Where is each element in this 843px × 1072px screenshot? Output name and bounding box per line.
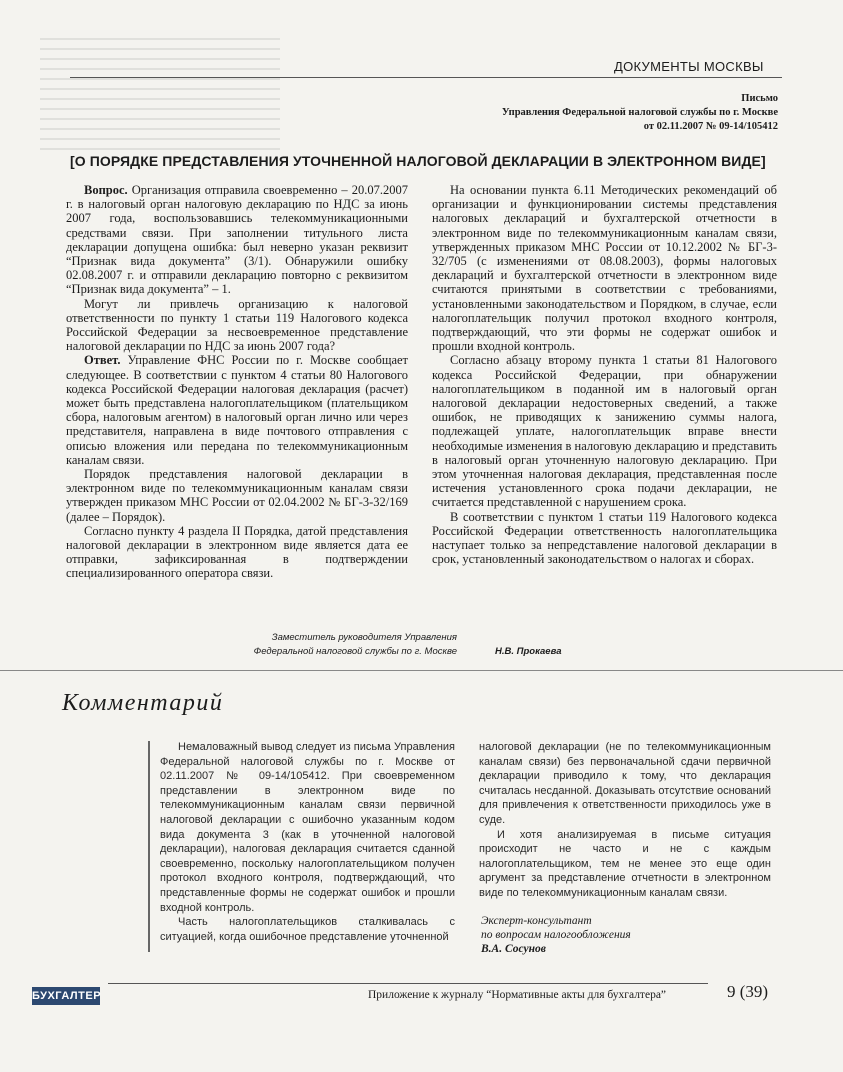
letter-type: Письмо xyxy=(741,93,778,104)
question-paragraph: Вопрос. Организация отправила своевременно – 20.07.2007 г. в налоговый орган налоговую декларацию по НДС за июнь 2007 года, воспользовавшись телекоммуникационными средствами связи. При заполнении титульного листа декларации допущена ошибка: был неверно указан реквизит “Признак вида документа” (3/1). Обнаружили ошибку 02.08.2007 г. и отправили декларацию повторно с реквизитом “Признак вида документа” – 1. xyxy=(66,183,408,297)
magazine-logo: БУХГАЛТЕР xyxy=(32,987,100,1005)
letter-head xyxy=(502,92,778,134)
expert-field: по вопросам налогообложения xyxy=(481,929,631,941)
paragraph: И хотя анализируемая в письме ситуация происходит не часто и не с каждым налогоплательщиком, тем не менее это еще один аргумент за представление отчетности в электронном виде по телекоммуникационным каналам связи. xyxy=(479,828,771,899)
paragraph: Могут ли привлечь организацию к налоговой ответственности по пункту 1 статьи 119 Налогового кодекса Российской Федерации за несвоевременное представление налоговой декларации по НДС за июнь 2007 года? xyxy=(66,296,408,354)
expert-signature xyxy=(481,914,631,956)
expert-name: В.А. Сосунов xyxy=(481,943,546,955)
document-title: [О ПОРЯДКЕ ПРЕДСТАВЛЕНИЯ УТОЧНЕННОЙ НАЛОГОВОЙ ДЕКЛАРАЦИИ В ЭЛЕКТРОННОМ ВИДЕ] xyxy=(70,153,766,169)
paragraph: На основании пункта 6.11 Методических рекомендаций об организации и функционировании системы представления налоговых деклараций и бухгалтерской отчетности в электронном виде по телекоммуникационным каналам связи, утвержденных приказом МНС России от 10.12.2002 № БГ-3-32/705 (с изменениями от 08.08.2003), формы налоговых деклараций и бухгалтерской отчетности в электронном виде считаются принятыми в соответствии с требованиями, установленными законодательством и Порядком, в случае, если налогоплательщик получил протокол входного контроля, подтверждающий, что эти формы не содержат ошибок и прошли входной контроль. xyxy=(432,183,777,354)
answer-label: Ответ. xyxy=(84,353,121,368)
letter-date-number: от 02.11.2007 № 09-14/105412 xyxy=(643,121,778,132)
paragraph: В соответствии с пунктом 1 статьи 119 Налогового кодекса Российской Федерации ответственность налогоплательщика наступает только за непредставление налоговой декларации в срок, установленный законодательством о налогах и сборах. xyxy=(432,509,777,567)
commentary-right-column xyxy=(479,740,771,901)
footer-rule xyxy=(108,983,708,984)
commentary-heading: Комментарий xyxy=(62,690,224,716)
commentary-bar xyxy=(148,741,150,952)
paragraph: Согласно пункту 4 раздела II Порядка, датой представления налоговой декларации в электронном виде является дата ее отправки, зафиксированная в подтверждении специализированного оператора связи. xyxy=(66,523,408,581)
answer-paragraph: Ответ. Управление ФНС России по г. Москве сообщает следующее. В соответствии с пунктом 4 статьи 80 Налогового кодекса Российской Федерации налоговая декларация (расчет) может быть представлена налогоплательщиком (плательщиком сбора, налоговым агентом) в налоговый орган лично или через представителя, направлена в виде почтового отправления с описью вложения или передана по телекоммуникационным каналам связи. xyxy=(66,353,408,467)
paragraph: Согласно абзацу второму пункта 1 статьи 81 Налогового кодекса Российской Федерации, при обнаружении налогоплательщиком в поданной им в налоговый орган налоговой декларации недостоверных сведений, а также ошибок, не приводящих к занижению суммы налога, подлежащей уплате, налогоплательщик вправе внести необходимые изменения в налоговую декларацию и представить в налоговый орган уточненную налоговую декларацию. При этом уточненная налоговая декларация, представленная после истечения установленного срока подачи декларации, не считается представленной с нарушением срока. xyxy=(432,353,777,510)
question-label: Вопрос. xyxy=(84,183,128,197)
paragraph: Часть налогоплательщиков сталкивалась с ситуацией, когда ошибочное представление уточненной xyxy=(160,916,455,943)
letter-issuer: Управления Федеральной налоговой службы по г. Москве xyxy=(501,107,778,118)
section-title: ДОКУМЕНТЫ МОСКВЫ xyxy=(614,59,764,74)
commentary-left-column xyxy=(160,740,455,944)
paragraph: Порядок представления налоговой декларации в электронном виде по телекоммуникационным каналам связи утвержден приказом МНС России от 02.04.2002 № БГ-3-32/169 (далее – Порядок). xyxy=(66,467,408,524)
expert-title: Эксперт-консультант xyxy=(481,915,592,927)
signature-name: Н.В. Прокаева xyxy=(495,646,562,657)
signature-position: Заместитель руководителя Управления Федеральной налоговой службы по г. Москве xyxy=(253,632,457,657)
paragraph: Немаловажный вывод следует из письма Управления Федеральной налоговой службы по г. Москве от 02.11.2007 № 09-14/105412. При своевременном представлении в электронном виде по телекоммуникационным каналам связи первичной налоговой декларации с ошибочно указанным кодом вида документа 3 (как в уточненной налоговой декларации), налоговая декларация считается сданной своевременно, поскольку налогоплательщиком получен протокол входного контроля, подтверждающий, что представленные формы не содержат ошибок и прошли входной контроль. xyxy=(160,741,455,914)
right-column xyxy=(432,183,777,566)
commentary-divider xyxy=(0,670,843,671)
left-column xyxy=(66,183,408,581)
header-rule xyxy=(70,77,782,78)
background-texture xyxy=(40,30,280,150)
page-number: 9 (39) xyxy=(727,982,769,1001)
paragraph: налоговой декларации (не по телекоммуникационным каналам связи) без первоначальной сдачи первичной декларации приводило к тому, что декларация считалась несданной. Доказывать отсутствие оснований для привлечения к ответственности приходилось уже в суде. xyxy=(479,741,771,826)
footer-text: Приложение к журналу “Нормативные акты для бухгалтера” xyxy=(368,989,667,1001)
